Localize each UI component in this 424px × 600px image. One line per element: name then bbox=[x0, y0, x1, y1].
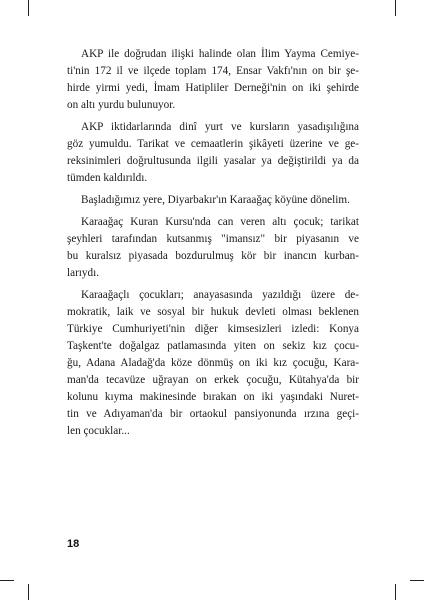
paragraph bbox=[67, 287, 359, 440]
text-line: man'da tecavüze uğrayan on erkek çocuğu, Kütahya'da bir bbox=[67, 374, 359, 386]
paragraph bbox=[67, 192, 359, 209]
crop-mark-bottom-right-vertical bbox=[395, 584, 396, 600]
body-text bbox=[67, 46, 359, 445]
paragraph bbox=[67, 46, 359, 114]
text-line: on altı yurdu bulunuyor. bbox=[67, 99, 176, 111]
text-line: şeyhleri tarafından kutsanmış "imansız" bir piyasanın ve bbox=[67, 233, 359, 245]
text-line: ğu, Adana Aladağ'da köze dönmüş on iki kız çocuğu, Kara- bbox=[67, 357, 359, 369]
text-line: len çocuklar... bbox=[67, 425, 130, 437]
text-line: Başladığımız yere, Diyarbakır'ın Karaağaç köyüne dönelim. bbox=[81, 194, 350, 206]
text-line: Türkiye Cumhuriyeti'nin diğer kimsesizleri izledi: Konya bbox=[67, 323, 359, 335]
text-line: AKP ile doğrudan ilişki halinde olan İlim Yayma Cemiye- bbox=[81, 48, 359, 60]
text-line: göz yumuldu. Tarikat ve cemaatlerin şikâyeti üzerine ve ge- bbox=[67, 138, 359, 150]
crop-mark-bottom-right bbox=[410, 580, 424, 581]
text-line: tin ve Adıyaman'da bir ortaokul pansiyonunda ırzına geçi- bbox=[67, 408, 359, 420]
text-line: reksinimleri doğrultusunda ilgili yasalar ya değiştirildi ya da bbox=[67, 155, 359, 167]
page-number: 18 bbox=[67, 538, 80, 550]
crop-mark-bottom-left bbox=[0, 580, 14, 581]
text-line: Taşkent'te doğalgaz patlamasında yiten on sekiz kız çocu- bbox=[67, 340, 359, 352]
crop-mark-top-right bbox=[395, 0, 396, 16]
crop-mark-top-left bbox=[28, 0, 29, 16]
text-line: Karaağaç Kuran Kursu'nda can veren altı çocuk; tarikat bbox=[81, 216, 359, 228]
text-line: larıydı. bbox=[67, 267, 100, 279]
text-line: ti'nin 172 il ve ilçede toplam 174, Ensar Vakfı'nın on bir şe- bbox=[67, 65, 359, 77]
text-line: Karaağaçlı çocukları; anayasasında yazıldığı üzere de- bbox=[81, 289, 359, 301]
text-line: AKP iktidarlarında dinî yurt ve kursların yasadışılığına bbox=[81, 121, 359, 133]
text-line: hirde yirmi yedi, İmam Hatipliler Derneği'nin on iki şehirde bbox=[67, 82, 359, 94]
paragraph bbox=[67, 119, 359, 187]
text-line: bu kuralsız piyasada bozdurulmuş kör bir inancın kurban- bbox=[67, 250, 359, 262]
text-line: tümden kaldırıldı. bbox=[67, 172, 148, 184]
paragraph bbox=[67, 214, 359, 282]
text-line: mokratik, laik ve sosyal bir hukuk devleti olması beklenen bbox=[67, 306, 359, 318]
crop-mark-bottom-left-vertical bbox=[28, 584, 29, 600]
text-line: kolunu kıyma makinesinde bırakan on iki yaşındaki Nuret- bbox=[67, 391, 359, 403]
